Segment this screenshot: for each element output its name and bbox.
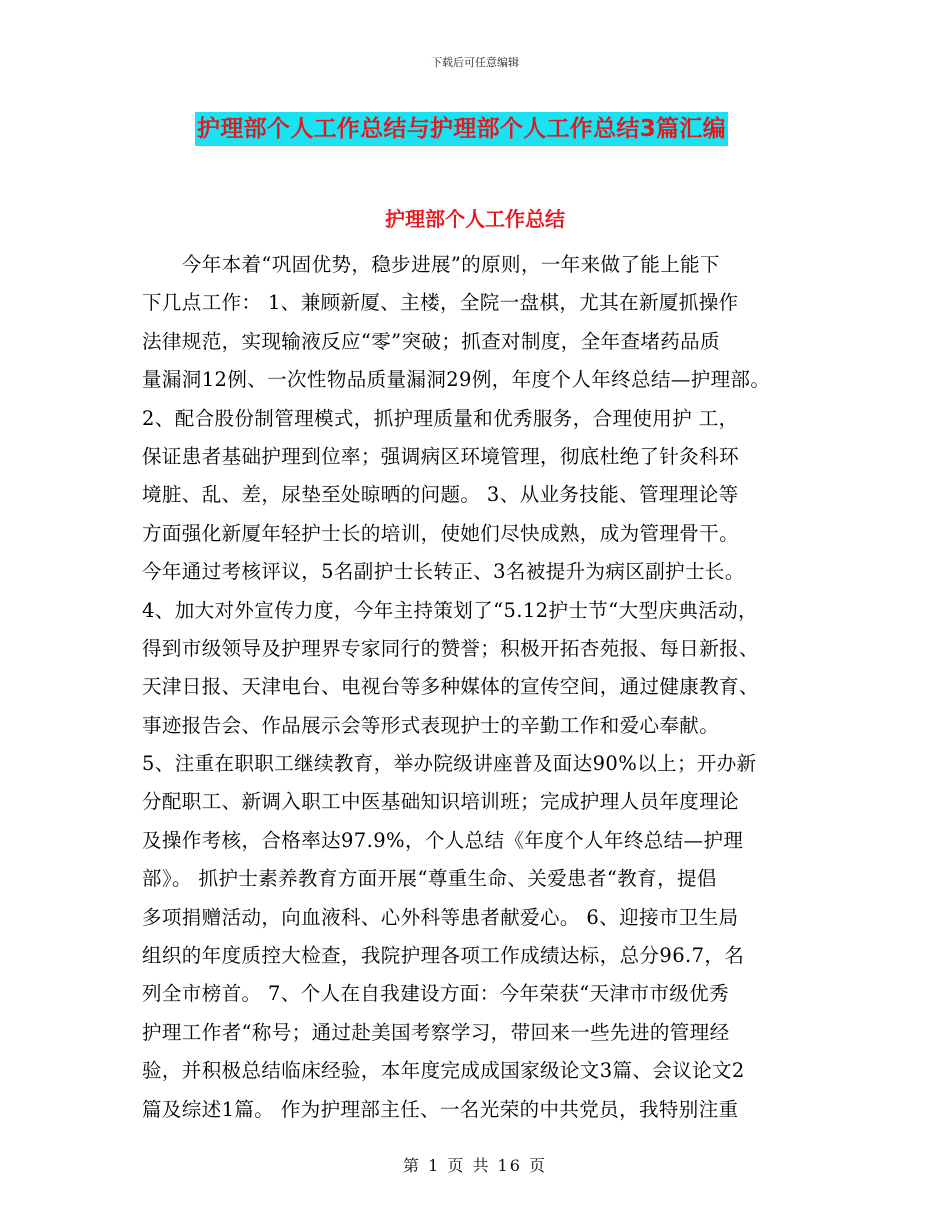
body-line: 天津日报、天津电台、电视台等多种媒体的宣传空间，通过健康教育、	[142, 675, 759, 699]
body-line: 部》。 抓护士素养教育方面开展“尊重生命、关爱患者“教育，提倡	[142, 867, 717, 891]
body-line: 量漏洞12例、一次性物品质量漏洞29例，年度个人年终总结—护理部。	[142, 368, 771, 392]
body-line: 5、注重在职职工继续教育，举办院级讲座普及面达90%以上；开办新	[142, 752, 757, 776]
body-line: 方面强化新厦年轻护士长的培训，使她们尽快成熟，成为管理骨干。	[142, 521, 740, 545]
body-line: 今年通过考核评议，5名副护士长转正、3名被提升为病区副护士长。	[142, 560, 745, 584]
body-line: 境脏、乱、差，尿垫至处晾晒的问题。 3、从业务技能、管理理论等	[142, 483, 739, 507]
body-line: 组织的年度质控大检查，我院护理各项工作成绩达标，总分96.7，名	[142, 944, 745, 968]
body-line: 篇及综述1篇。 作为护理部主任、一名光荣的中共党员，我特别注重	[142, 1097, 739, 1121]
body-line: 分配职工、新调入职工中医基础知识培训班；完成护理人员年度理论	[142, 790, 740, 814]
body-line: 及操作考核，合格率达97.9%，个人总结《年度个人年终总结—护理	[142, 828, 744, 852]
body-line: 保证患者基础护理到位率；强调病区环境管理，彻底杜绝了针灸科环	[142, 444, 740, 468]
body-line: 护理工作者“称号；通过赴美国考察学习，带回来一些先进的管理经	[142, 1020, 730, 1044]
body-line: 验，并积极总结临床经验，本年度完成成国家级论文3篇、会议论文2	[142, 1059, 745, 1083]
body-line: 多项捐赠活动，向血液科、心外科等患者献爱心。 6、迎接市卫生局	[142, 905, 739, 929]
body-line: 2、配合股份制管理模式，抓护理质量和优秀服务，合理使用护 工，	[142, 406, 739, 430]
body-line: 下几点工作： 1、兼顾新厦、主楼，全院一盘棋，尤其在新厦抓操作	[142, 291, 739, 315]
body-line: 今年本着“巩固优势，稳步进展”的原则，一年来做了能上能下	[142, 253, 720, 276]
header-note: 下载后可任意编辑	[431, 56, 519, 69]
section-title: 护理部个人工作总结	[385, 207, 565, 231]
document-title: 护理部个人工作总结与护理部个人工作总结3篇汇编	[195, 112, 728, 146]
body-line: 法律规范，实现输液反应“零”突破；抓查对制度，全年查堵药品质	[142, 329, 720, 353]
body-line: 事迹报告会、作品展示会等形式表现护士的辛勤工作和爱心奉献。	[142, 713, 720, 737]
body-line: 4、加大对外宣传力度，今年主持策划了“5.12护士节“大型庆典活动，	[142, 598, 758, 622]
page-footer: 第 1 页 共 16 页	[403, 1156, 547, 1175]
body-line: 列全市榜首。 7、个人在自我建设方面：今年荣获“天津市市级优秀	[142, 982, 729, 1006]
body-text	[142, 246, 842, 1129]
body-line: 得到市级领导及护理界专家同行的赞誉；积极开拓杏苑报、每日新报、	[142, 636, 759, 660]
